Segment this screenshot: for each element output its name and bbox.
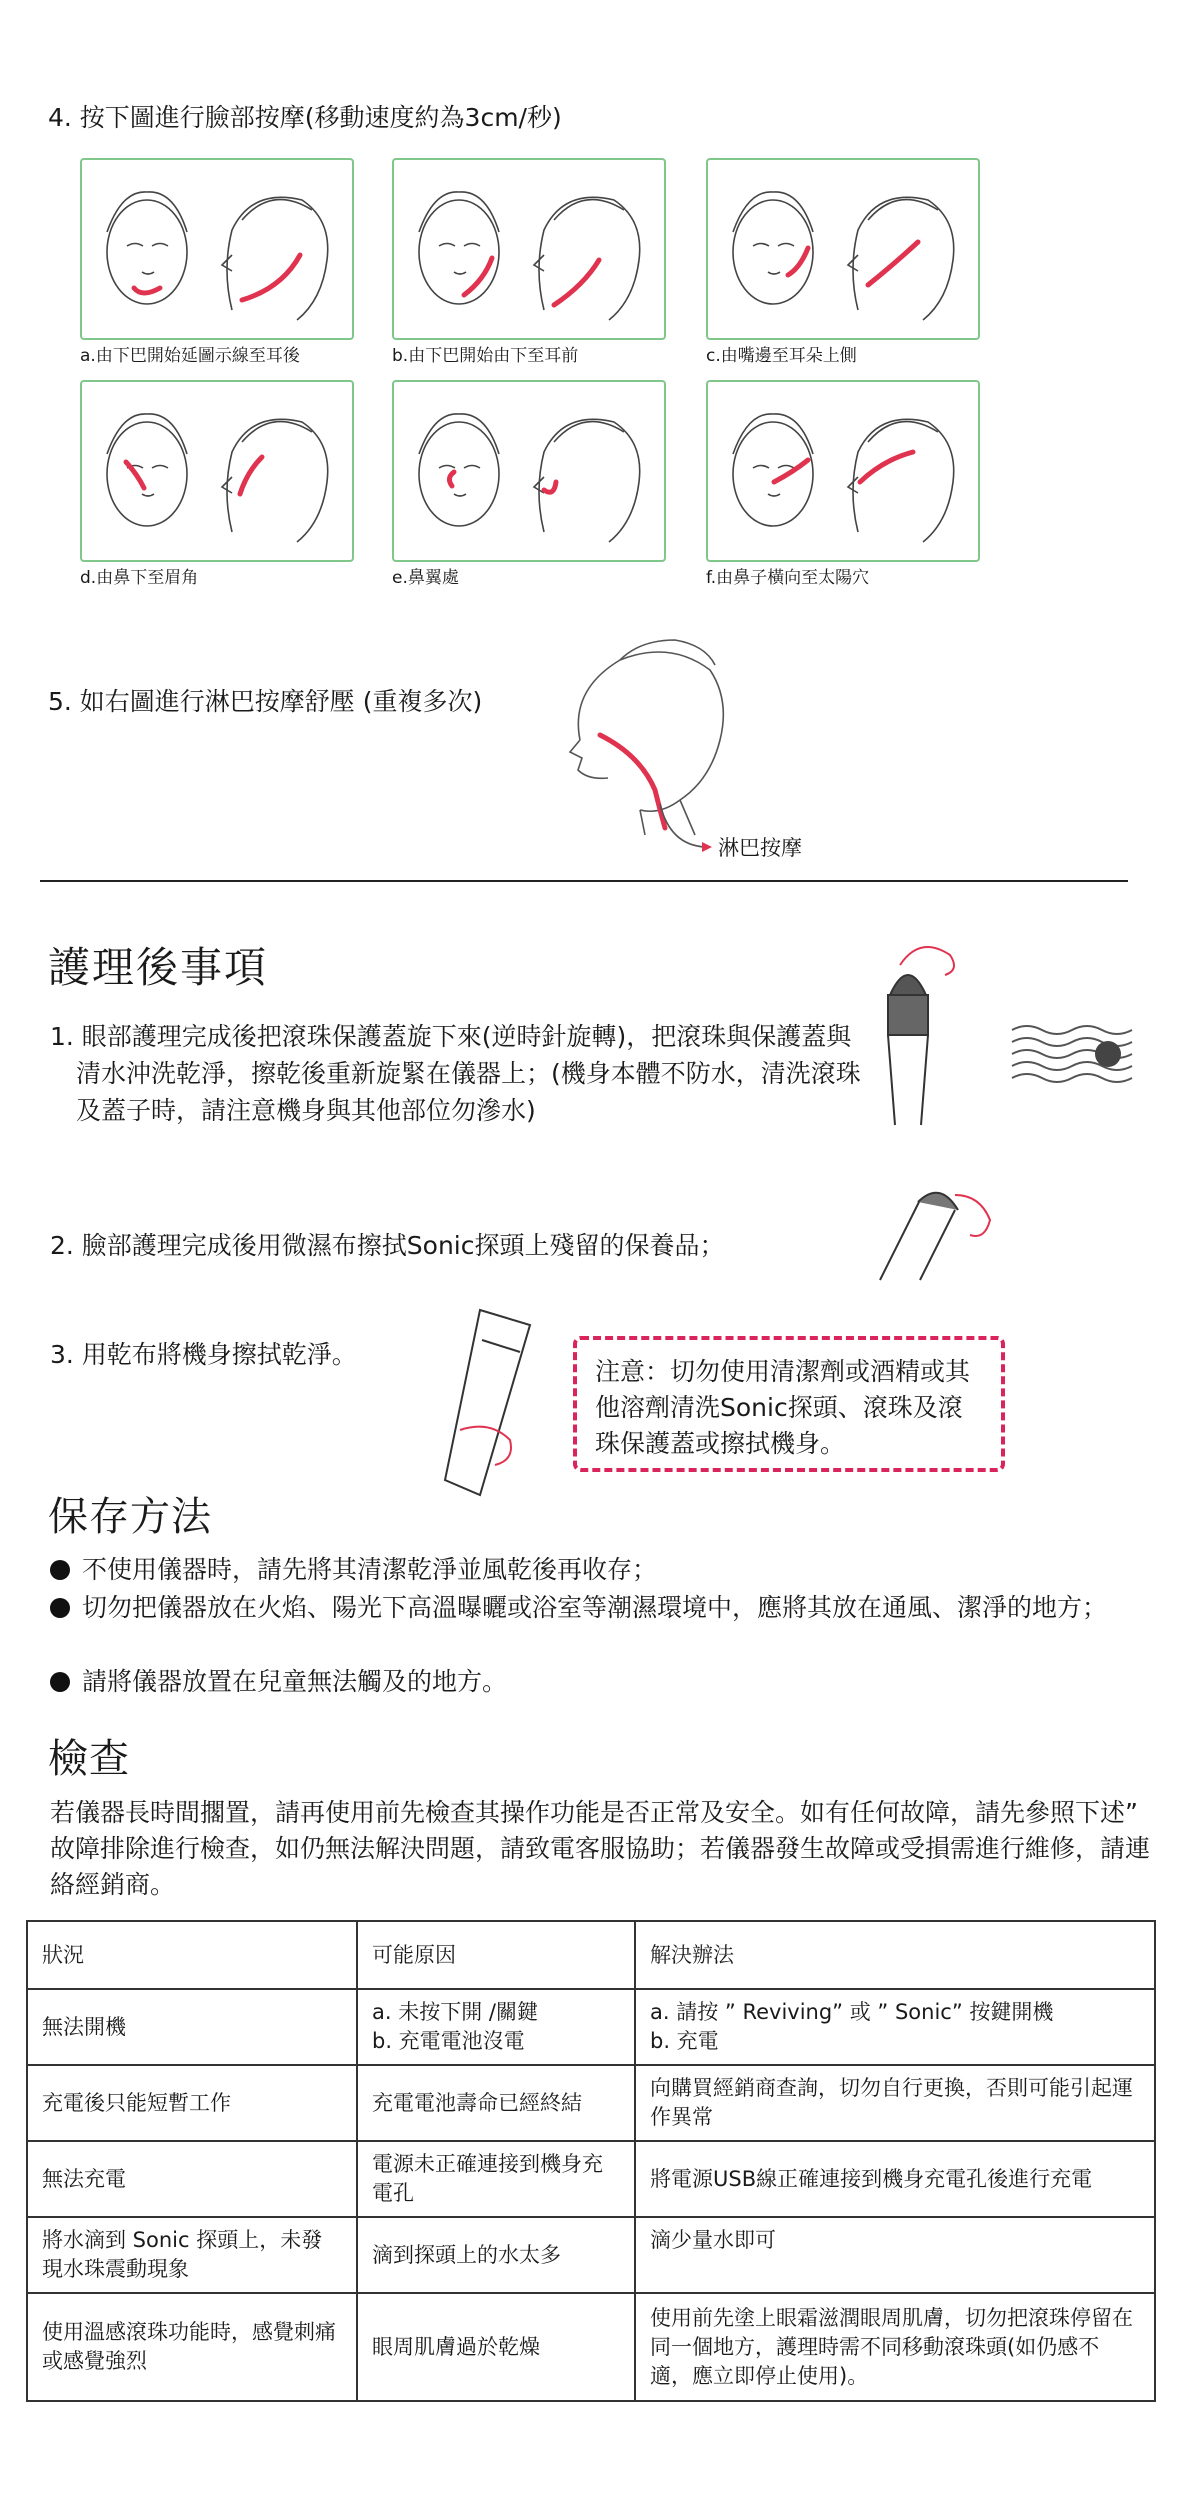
face-diagram-d-icon [82,382,352,560]
aftercare-title: 護理後事項 [48,943,269,992]
step4-title: 4. 按下圖進行臉部按摩(移動速度約為3cm/秒) [48,103,562,132]
massage-panel-a [80,158,354,340]
water-rinse-icon [1008,1020,1150,1090]
panel-d-caption: d.由鼻下至眉角 [80,568,199,588]
device-wipe-cloth-icon [420,1300,570,1500]
cell-solution: 滴少量水即可 [635,2217,1155,2293]
cell-situation: 將水滴到 Sonic 探頭上，未發現水珠震動現象 [27,2217,357,2293]
cell-solution: 將電源USB線正確連接到機身充電孔後進行充電 [635,2141,1155,2217]
lymph-label: 淋巴按摩 [718,836,802,860]
aftercare-item-3: 3. 用乾布將機身擦拭乾淨。 [50,1340,357,1369]
aftercare-item-2: 2. 臉部護理完成後用微濕布擦拭Sonic探頭上殘留的保養品； [50,1231,725,1260]
header-cause: 可能原因 [357,1921,635,1989]
cell-situation: 使用溫感滾珠功能時，感覺刺痛或感覺強烈 [27,2293,357,2401]
wipe-probe-icon [860,1170,1010,1290]
massage-panel-f [706,380,980,562]
cell-solution [635,1989,1155,2065]
storage-title: 保存方法 [48,1494,212,1540]
massage-panel-e [392,380,666,562]
step5-title: 5. 如右圖進行淋巴按摩舒壓 (重複多次) [48,687,483,716]
cell-cause: 眼周肌膚過於乾燥 [357,2293,635,2401]
header-solution: 解決辦法 [635,1921,1155,1989]
cell-situation: 無法充電 [27,2141,357,2217]
table-row [27,2141,1155,2217]
cell-solution: 使用前先塗上眼霜滋潤眼周肌膚，切勿把滾珠停留在同一個地方，護理時需不同移動滾珠頭(如仍感不適，應立即停止使用)。 [635,2293,1155,2401]
face-diagram-c-icon [708,160,978,338]
panel-b-caption: b.由下巴開始由下至耳前 [392,346,579,366]
aftercare-item-1: 1. 眼部護理完成後把滾珠保護蓋旋下來(逆時針旋轉)，把滾珠與保護蓋與清水沖洗乾淨，擦乾後重新旋緊在儀器上；(機身本體不防水，清洗滾珠及蓋子時，請注意機身與其他部位勿滲水) [50,1022,861,1125]
cell-cause-line: b. 充電電池沒電 [372,2029,525,2053]
panel-a-caption: a.由下巴開始延圖示線至耳後 [80,346,300,366]
panel-c-caption: c.由嘴邊至耳朵上側 [706,346,857,366]
section-divider [40,880,1128,882]
device-illustration-3 [420,1300,570,1500]
face-diagram-e-icon [394,382,664,560]
table-row [27,2065,1155,2141]
face-diagram-b-icon [394,160,664,338]
cell-cause [357,1989,635,2065]
cell-solution-line: b. 充電 [650,2029,719,2053]
bullet-dot-icon [50,1598,70,1618]
cell-situation: 充電後只能短暫工作 [27,2065,357,2141]
caution-note: 注意：切勿使用清潔劑或酒精或其他溶劑清洗Sonic探頭、滾珠及滾珠保護蓋或擦拭機身。 [573,1336,1005,1472]
storage-bullet-2: 切勿把儀器放在火焰、陽光下高溫曝曬或浴室等潮濕環境中，應將其放在通風、潔淨的地方； [50,1590,1174,1626]
troubleshooting-table [26,1920,1156,2402]
inspection-title: 檢查 [48,1736,130,1782]
table-row [27,1989,1155,2065]
header-situation: 狀況 [27,1921,357,1989]
panel-f-caption: f.由鼻子橫向至太陽穴 [706,568,870,588]
face-diagram-a-icon [82,160,352,338]
massage-panel-c [706,158,980,340]
table-row [27,2217,1155,2293]
table-header-row [27,1921,1155,1989]
roller-device-icon [860,935,980,1135]
storage-bullet-3: 請將儀器放置在兒童無法觸及的地方。 [50,1664,1140,1700]
cell-cause: 充電電池壽命已經終結 [357,2065,635,2141]
table-row [27,2293,1155,2401]
massage-panel-d [80,380,354,562]
inspection-paragraph: 若儀器長時間擱置，請再使用前先檢查其操作功能是否正常及安全。如有任何故障，請先參照下述” 故障排除進行檢查，如仍無法解決問題，請致電客服協助；若儀器發生故障或受損需進行維修，請連絡經銷商。 [50,1798,1151,1899]
cell-cause: 滴到探頭上的水太多 [357,2217,635,2293]
panel-e-caption: e.鼻翼處 [392,568,459,588]
cell-cause: 電源未正確連接到機身充電孔 [357,2141,635,2217]
face-diagram-f-icon [708,382,978,560]
roller-rinse-illustration [1008,1020,1150,1090]
storage-bullet-1: 不使用儀器時，請先將其清潔乾淨並風乾後再收存； [50,1552,1140,1588]
cell-solution-line: a. 請按 ” Reviving” 或 ” Sonic” 按鍵開機 [650,2000,1054,2024]
cell-cause-line: a. 未按下開 /關鍵 [372,2000,538,2024]
cell-situation: 無法開機 [27,1989,357,2065]
device-illustration-2 [860,1170,1010,1290]
cell-solution: 向購買經銷商查詢，切勿自行更換，否則可能引起運作異常 [635,2065,1155,2141]
bullet-dot-icon [50,1672,70,1692]
massage-panel-b [392,158,666,340]
bullet-dot-icon [50,1560,70,1580]
device-illustration-1 [860,935,980,1135]
